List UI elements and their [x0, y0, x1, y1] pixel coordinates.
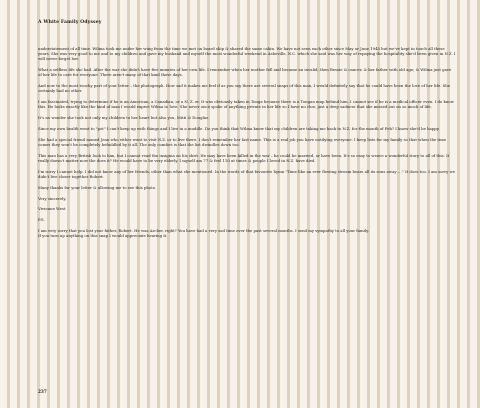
body-paragraph: Many thanks for your letter & allowing me to see this photo.	[38, 184, 157, 190]
body-paragraph: Very sincerely,	[38, 195, 67, 201]
body-paragraph: It's no wonder she took not only my children to her heart but also you, Mitti & Douglas.	[38, 115, 210, 121]
page-number: 237	[38, 389, 47, 394]
body-paragraph: I am very sorry that you lost your father, Robert. He was Archer, right? You have had a very sad time over the past several months. I send my sympathy to all your family. If you turn up anything on this snap I would appreciate hearing it.	[38, 227, 369, 239]
body-paragraph: P.S.	[38, 217, 45, 223]
body-paragraph: Vivienne West	[38, 206, 66, 212]
body-paragraph: I'm sorry I cannot help. I did not know any of her friends, other than what she mentioned. In the words of that favourite hymn "Time like an ever flowing stream bears all its sons away – ." It does too. I am sorry we didn't live closer together Robert.	[38, 168, 456, 179]
body-paragraph: This man has a very British look to him, but I cannot read the insignia on his shirt. He may have been killed in the war – he could be married, or have been. It's so easy to weave a wonderful story to all of this. It really doesn't matter now the does it? He would have to be very elderly. I myself am 77 & feel 110 at times & people I loved in N.Z. have died.	[38, 152, 450, 163]
body-paragraph: What a selfless life she had. After the war she didn't have five minutes of her own life. I remember when her mother fell and became an invalid, then Bessie & cancer, & her father with old age; & Wilma just gave of her life to care for everyone. There aren't many of that kind these days.	[38, 67, 452, 78]
letter-body	[38, 46, 456, 244]
body-paragraph: I am fascinated, trying to determine if he is an American, a Canadian, or a N. Z. er. It was obviously taken in Tonga because there is a Tongan map behind him. I cannot see if he is a medical officer even. I do know this. He looks exactly like the kind of man I would expect Wilma to love. She never once spoke of anything private in her life so I have no clue, just a deep sadness that she missed out on so much of life.	[38, 99, 454, 110]
body-paragraph: understatement of all time. Wilma took me under her wing from the time we met on board ship & shared the same cabin. We have not seen each other since May or June 1945 but we've kept in touch all these years. She was very good to me and to my children and gave my husband and myself the most wonderful weekend in Asheville, N.C. which she said was her way of repaying the hospitality she'd been given in N.Z. I will never forget her.	[38, 46, 456, 62]
body-paragraph: Since my own health went to "pot" I can't keep up with things and I live in a muddle. Do you think that Wilma knew that my children are taking me back to N.Z. for the month of Feb? I know she'd be happy.	[38, 126, 440, 131]
body-paragraph: And now to the most touchy part of your letter – the photograph. How sad it makes me feel if as you say there are several snaps of this man, I would definitely say that he could have been the love of her life. She certainly had no other.	[38, 83, 451, 94]
body-paragraph: She had a special friend named Jean who either went to visit N.Z. or to live there. I don't remember her last name. This is a real job you have notifying everyone. I keep lists for my family so that when the time comes they won't be completely befuddled by it all. The only comfort is that the list dwindles down too.	[38, 136, 447, 147]
running-header: A White Family Odyssey	[38, 20, 102, 25]
